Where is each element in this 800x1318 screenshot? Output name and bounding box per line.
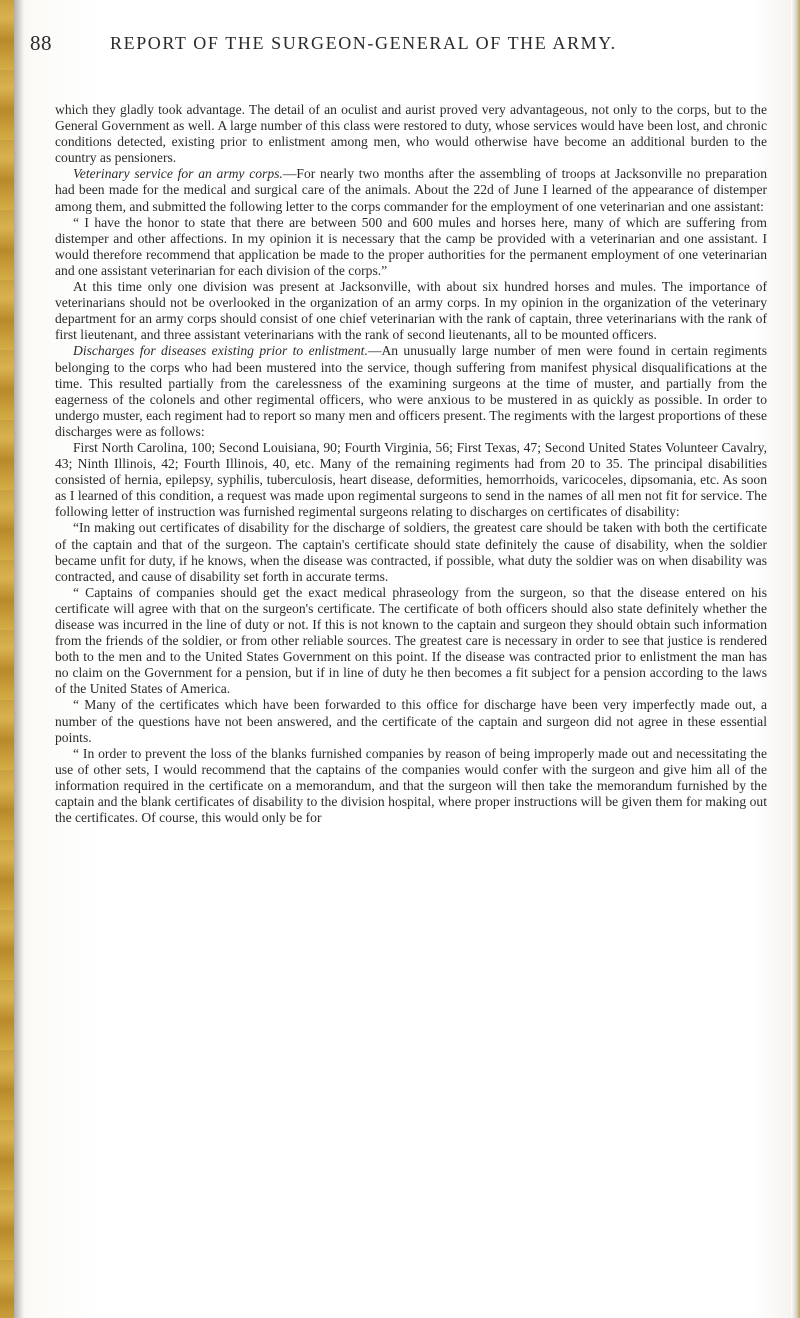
paragraph-text: —An unusually large number of men were found in certain regiments belonging to the corps who had been mustered into the service, though suffering from manifest physical disqualifications at the time. This resulted partially from the carelessness of the examining surgeons at the time of muster, and partially from the eagerness of the colonels and other regimental officers, who were anxious to be mustered in as quickly as possible. In order to undergo muster, each regiment had to report so many men and officers present. The regiments with the largest proportions of these discharges were as follows: [55,343,767,439]
running-head: REPORT OF THE SURGEON-GENERAL OF THE ARMY. [110,33,617,53]
quoted-instruction: “ Many of the certificates which have been forwarded to this office for discharge have been very imperfectly made out, a number of the questions have not been answered, and the certificate of the captain and surgeon did not agree in these essential points. [55,697,767,745]
paragraph: At this time only one division was present at Jacksonville, with about six hundred horses and mules. The importance of veterinarians should not be overlooked in the organization of an army corps. In my opinion in the organization of the veterinary department for an army corps should consist of one chief veterinarian with the rank of captain, three veterinarians with the rank of first lieutenant, and three assistant veterinarians with the rank of second lieutenants, all to be mounted officers. [55,279,767,343]
binding-edge [0,0,14,1318]
quoted-instruction: “ Captains of companies should get the exact medical phraseology from the surgeon, so that the disease entered on his certificate will agree with that on the surgeon's certificate. The certificate of both officers should also state definitely whether the disease was incurred in the line of duty or not. If this is not known to the captain and surgeon they should obtain such information from the friends of the soldier, or from other reliable sources. The greatest care is necessary in order to see that justice is rendered both to the men and to the United States Government on this point. If the disease was contracted prior to enlistment the man has no claim on the Government for a pension, but if in line of duty he then becomes a fit subject for a pension according to the laws of the United States of America. [55,584,767,697]
quoted-letter: “ I have the honor to state that there are between 500 and 600 mules and horses here, many of which are suffering from distemper and other affections. In my opinion it is necessary that the camp be provided with a veterinarian and one assistant. I would therefore recommend that application be made to the proper authorities for the permanent employment of one veterinarian and one assistant veterinarian for each division of the corps.” [55,214,767,278]
quoted-instruction: “ In order to prevent the loss of the blanks furnished companies by reason of being improperly made out and necessitating the use of other sets, I would recommend that the captains of the companies would confer with the surgeon and give him all of the information required in the certificate on a memorandum, and that the surgeon will then take the memorandum furnished by the captain and the blank certificates of disability to the division hospital, where proper instructions will be given them for making out the certificates. Of course, this would only be for [55,745,767,826]
body-text [55,102,767,826]
quoted-instruction: “In making out certificates of disability for the discharge of soldiers, the greatest care should be taken with both the certificate of the captain and that of the surgeon. The captain's certificate should state definitely the cause of disability, when the soldier became unfit for duty, if he knows, when the disease was contracted, if possible, what duty the soldier was on when disability was contracted, and cause of disability set forth in accurate terms. [55,520,767,584]
paragraph [55,343,767,440]
paragraph: which they gladly took advantage. The detail of an oculist and aurist proved very advantageous, not only to the corps, but to the General Government as well. A large number of this class were restored to duty, whose services would have been lost, and chronic conditions detected, existing prior to enlistment among men, who would otherwise have become an additional burden to the country as pensioners. [55,102,767,166]
paragraph-text: —For nearly two months after the assembling of troops at Jacksonville no preparation had been made for the medical and surgical care of the animals. About the 22d of June I learned of the appearance of distemper among them, and submitted the following letter to the corps commander for the employment of one veterinarian and one assistant: [55,166,768,214]
paragraph: First North Carolina, 100; Second Louisiana, 90; Fourth Virginia, 56; First Texas, 47; Second United States Volunteer Cavalry, 43; Ninth Illinois, 42; Fourth Illinois, 40, etc. Many of the remaining regiments had from 20 to 35. The principal disabilities consisted of hernia, epilepsy, syphilis, tuberculosis, heart disease, deformities, hemorrhoids, varicoceles, dipsomania, etc. As soon as I learned of this condition, a request was made upon regimental surgeons to send in the names of all men not fit for service. The following letter of instruction was furnished regimental surgeons relating to discharges on certificates of disability: [55,439,767,520]
page-number: 88 [30,31,52,55]
section-heading: Veterinary service for an army corps. [73,166,283,182]
paragraph [55,166,767,214]
gutter-shadow [14,0,24,1318]
page-edge [791,0,800,1318]
page-header [30,31,770,61]
section-heading: Discharges for diseases existing prior to enlistment. [73,343,368,359]
